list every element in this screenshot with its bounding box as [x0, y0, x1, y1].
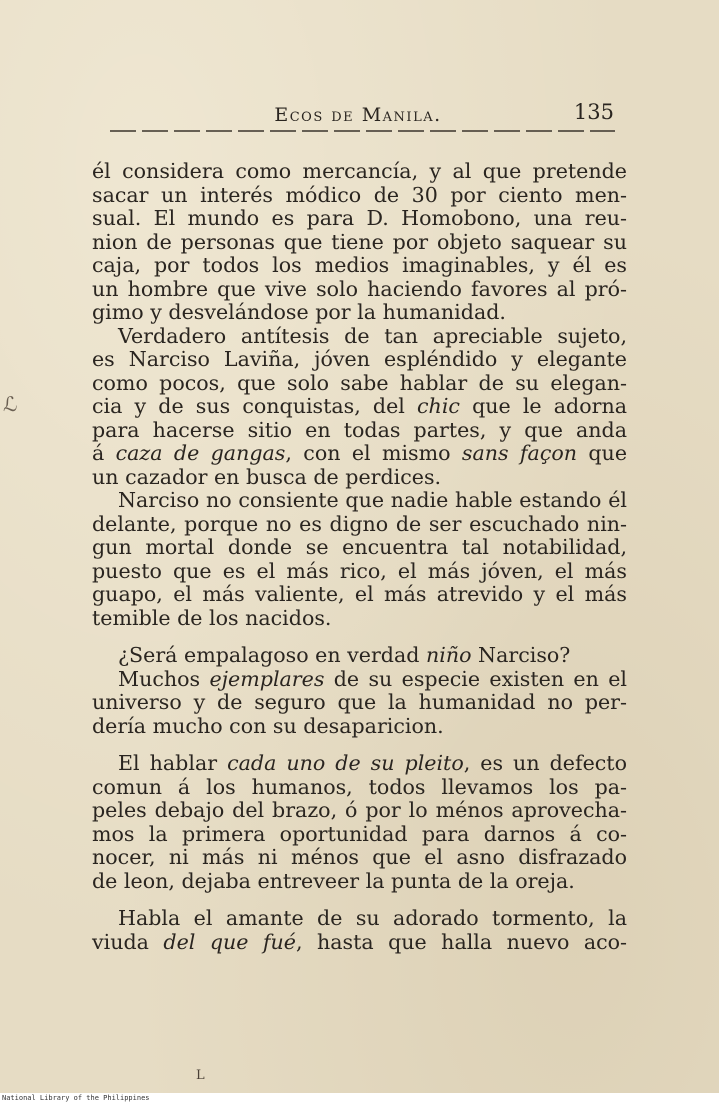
italic-term: del que fué	[163, 929, 296, 954]
text-line: Narciso no consiente que nadie hable estando él	[118, 488, 627, 512]
margin-annotation: ℒ	[3, 392, 18, 416]
text-run: Muchos	[118, 666, 210, 691]
text-run: , hasta que halla nuevo aco-	[295, 929, 627, 954]
text-line: guapo, el más valiente, el más atrevido y el más	[92, 582, 627, 606]
text-run: que	[577, 441, 628, 465]
text-line: un cazador en busca de perdices.	[92, 464, 442, 489]
header-rule	[110, 130, 615, 132]
paragraph-gap	[92, 738, 627, 752]
text-line: como pocos, que solo sabe hablar de su elegan-	[92, 370, 627, 395]
text-run: ¿Será empalagoso en verdad	[118, 643, 426, 667]
text-line: él considera como mercancía, y al que pretende	[92, 159, 627, 183]
italic-term: ejemplares	[209, 666, 325, 691]
text-run: á	[92, 441, 116, 465]
page-number: 135	[573, 100, 614, 124]
text-line	[92, 644, 627, 668]
paragraph-gap	[92, 630, 627, 644]
text-line: para hacerse sitio en todas partes, y que anda	[92, 417, 627, 442]
paragraph-6	[92, 752, 627, 893]
text-line: gimo y desvelándose por la humanidad.	[92, 300, 506, 324]
paragraph-5	[92, 668, 627, 739]
bottom-mark: L	[196, 1068, 205, 1083]
text-run: viuda	[92, 929, 164, 954]
text-run: de su especie existen en el	[324, 666, 627, 691]
text-line	[92, 931, 627, 955]
text-line	[92, 752, 627, 776]
footer-credit: National Library of the Philippines	[0, 1093, 719, 1103]
text-line: un hombre que vive solo haciendo favores al pró-	[92, 276, 627, 301]
italic-term: chic	[417, 394, 460, 418]
text-run: , es un defecto	[463, 751, 627, 775]
text-line: nocer, ni más ni ménos que el asno disfrazado	[92, 845, 627, 869]
text-line: Verdadero antítesis de tan apreciable sujeto,	[118, 323, 627, 348]
paragraph-7	[92, 907, 627, 954]
body-text	[92, 160, 627, 954]
text-run: El hablar	[118, 751, 228, 775]
text-line: delante, porque no es digno de ser escuchado nin-	[92, 511, 627, 536]
italic-term: sans façon	[461, 441, 578, 465]
text-line: sual. El mundo es para D. Homobono, una reu-	[92, 206, 627, 230]
paragraph-1	[92, 160, 627, 325]
text-line	[92, 395, 627, 419]
italic-term: cada uno de su pleito	[227, 751, 464, 775]
paragraph-3	[92, 489, 627, 630]
italic-term: niño	[426, 643, 472, 667]
text-run: que le adorna	[459, 394, 627, 418]
text-line: Habla el amante de su adorado tormento, la	[118, 906, 627, 930]
text-line: de leon, dejaba entreveer la punta de la oreja.	[92, 868, 575, 893]
text-line: nion de personas que tiene por objeto saquear su	[92, 229, 627, 254]
text-line	[92, 442, 627, 466]
text-line: universo y de seguro que la humanidad no per-	[92, 690, 627, 714]
text-line: mos la primera oportunidad para darnos á co-	[92, 821, 627, 846]
text-line: es Narciso Laviña, jóven espléndido y elegante	[92, 347, 627, 371]
paragraph-2	[92, 325, 627, 490]
text-line: puesto que es el más rico, el más jóven, el más	[92, 558, 627, 583]
text-line: gun mortal donde se encuentra tal notabilidad,	[92, 535, 627, 559]
paragraph-4	[92, 644, 627, 668]
text-line: sacar un interés módico de 30 por ciento men-	[92, 182, 627, 207]
text-line: temible de los nacidos.	[92, 605, 332, 630]
text-line: peles debajo del brazo, ó por lo ménos aprovecha-	[92, 798, 627, 822]
text-run: Narciso?	[471, 643, 571, 667]
paragraph-gap	[92, 893, 627, 907]
text-run: cia y de sus conquistas, del	[92, 394, 418, 418]
text-line: dería mucho con su desaparicion.	[92, 713, 444, 738]
text-run: , con el mismo	[285, 441, 462, 465]
text-line	[92, 668, 627, 692]
text-line: caja, por todos los medios imaginables, y él es	[92, 253, 627, 277]
running-title: Ecos de Manila.	[274, 104, 442, 126]
italic-term: caza de gangas	[115, 441, 286, 465]
page-header	[90, 100, 626, 132]
text-line: comun á los humanos, todos llevamos los pa-	[92, 774, 627, 799]
